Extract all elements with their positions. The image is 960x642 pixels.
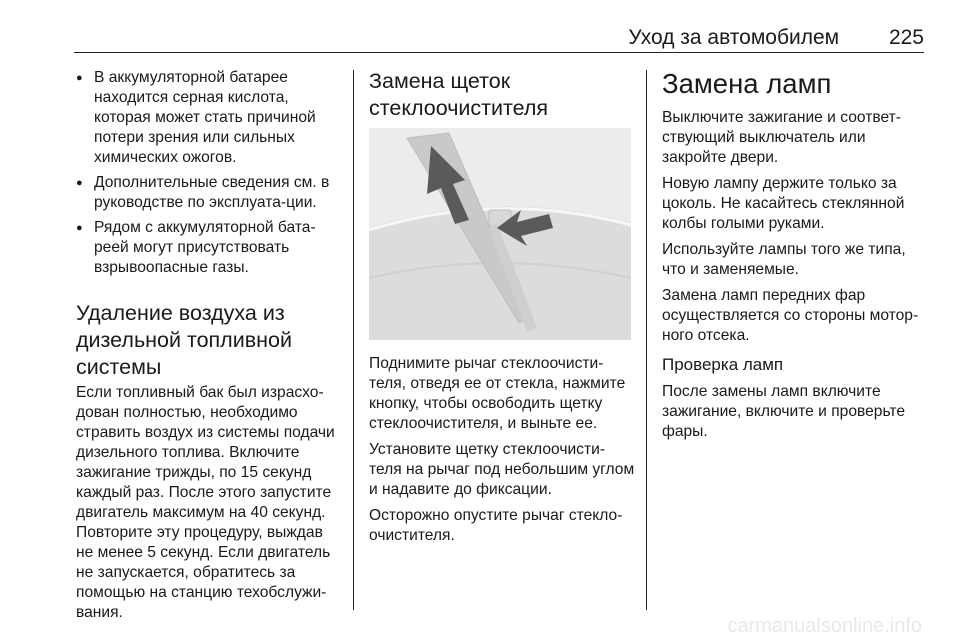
- diesel-paragraph: Если топливный бак был израсхо-дован полностью, необходимо стравить воздух из системы подачи дизельного топлива. Включите зажигание трижды, по 15 секунд каждый раз. После этого запустите двигатель максимум на 40 секунд. Повторите эту процедуру, выждав не менее 5 секунд. Если двигатель не запускается, обратитесь за помощью на станцию техобслужи-вания.: [76, 384, 335, 621]
- lamp-paragraph: Выключите зажигание и соответ-ствующий выключатель или закройте двери.: [662, 109, 901, 166]
- section-heading-lamps: Замена ламп: [662, 68, 832, 99]
- list-item: ● Рядом с аккумуляторной бата-реей могут присутствовать взрывоопасные газы.: [76, 218, 344, 278]
- column-divider-1: [353, 70, 354, 610]
- battery-warning-list: [76, 68, 344, 278]
- wiper-step-1: Поднимите рычаг стеклоочисти-теля, отведя ее от стекла, нажмите кнопку, чтобы освободить щетку стеклоочистителя, и выньте ее.: [369, 355, 626, 432]
- wiper-illustration: [369, 128, 631, 340]
- section-title: Уход за автомобилем: [628, 26, 840, 49]
- page-header: [628, 26, 924, 50]
- section-heading-wipers: Замена щеток стеклоочистителя: [369, 69, 549, 120]
- column-3: [662, 68, 928, 448]
- lamp-check-paragraph: После замены ламп включите зажигание, включите и проверьте фары.: [662, 383, 906, 440]
- lamp-paragraph: Новую лампу держите только за цоколь. Не касайтесь стеклянной колбы голыми руками.: [662, 175, 905, 232]
- list-item: ● Дополнительные сведения см. в руководстве по эксплуата-ции.: [76, 173, 344, 213]
- watermark: carmanualsonline.info: [727, 615, 922, 637]
- wiper-step-3: Осторожно опустите рычаг стекло-очистителя.: [369, 507, 623, 544]
- lamp-paragraph: Замена ламп передних фар осуществляется со стороны мотор-ного отсека.: [662, 287, 919, 344]
- page-number: 225: [888, 26, 924, 49]
- wiper-step-2: Установите щетку стеклоочисти-теля на рычаг под небольшим углом и надавите до фиксации.: [369, 441, 635, 498]
- column-divider-2: [646, 70, 647, 610]
- list-item: ● В аккумуляторной батарее находится серная кислота, которая может стать причиной потери зрения или сильных химических ожогов.: [76, 68, 344, 168]
- column-2: [369, 68, 637, 552]
- section-heading-diesel: Удаление воздуха из дизельной топливной системы: [76, 301, 292, 379]
- lamp-paragraph: Используйте лампы того же типа, что и заменяемые.: [662, 241, 906, 278]
- column-1: [76, 68, 344, 629]
- header-rule: [74, 52, 924, 53]
- subheading-lamp-check: Проверка ламп: [662, 355, 784, 374]
